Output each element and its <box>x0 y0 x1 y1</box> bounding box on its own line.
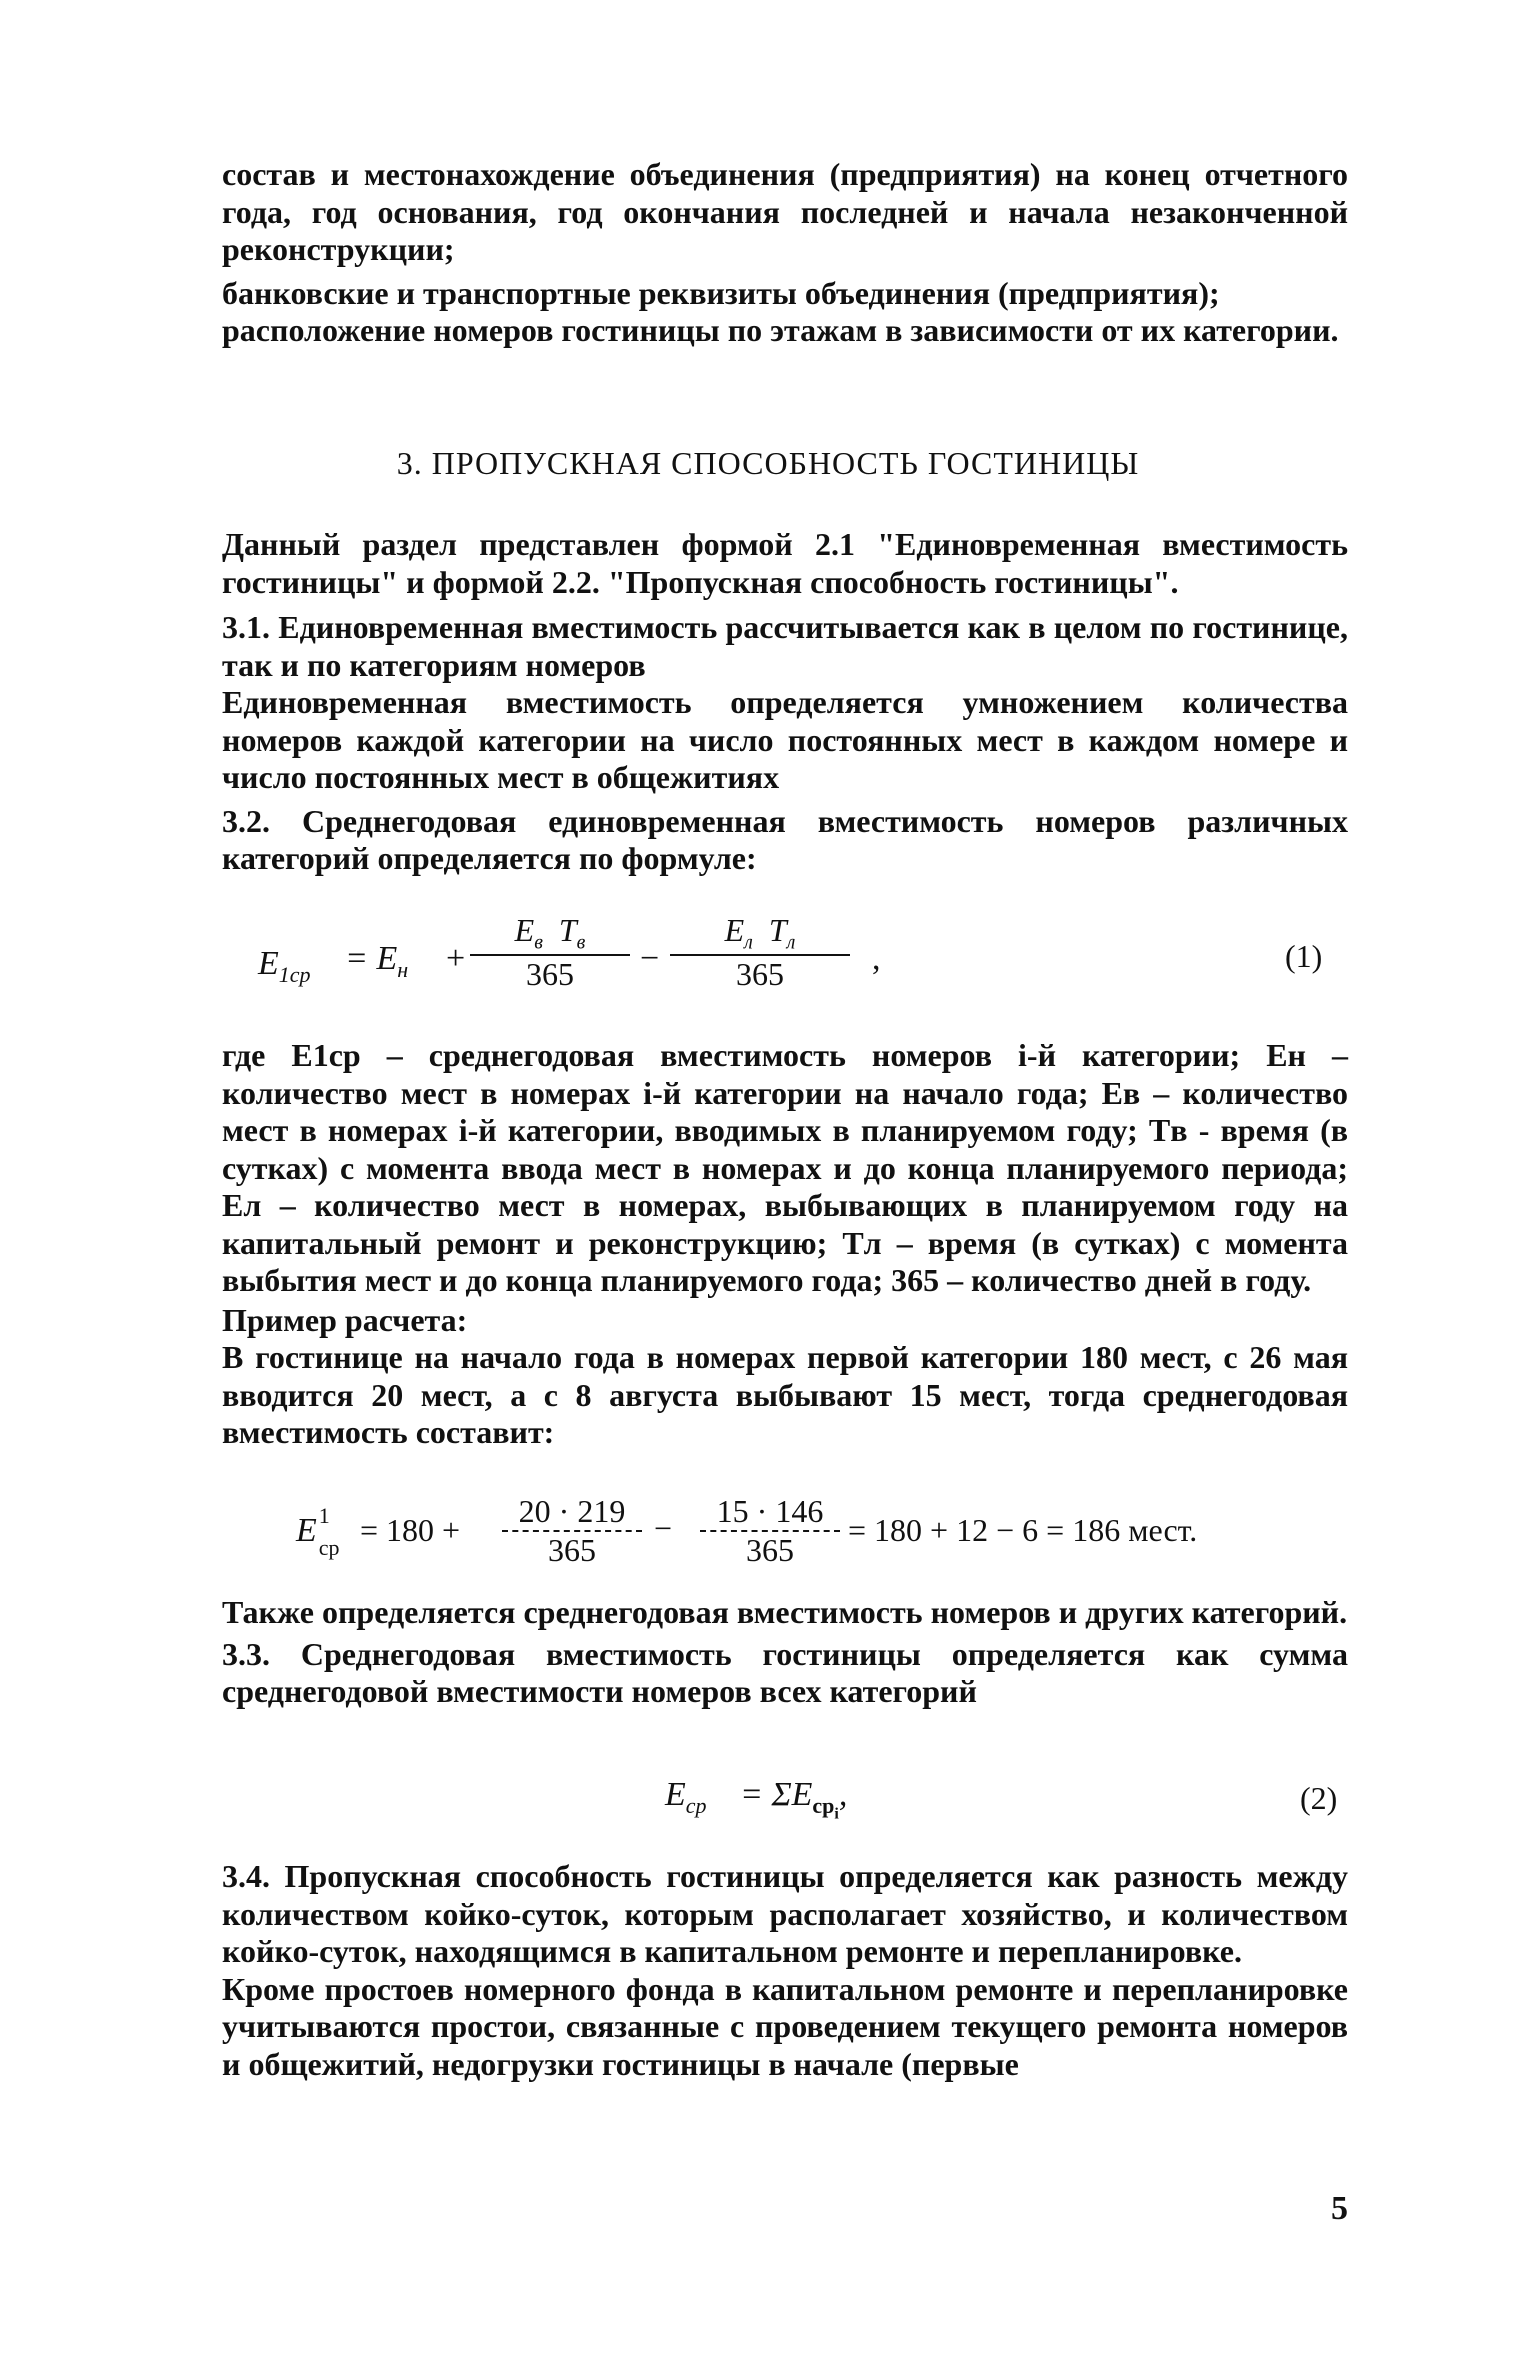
example-text: В гостинице на начало года в номерах первой категории 180 мест, с 26 мая вводится 20 мест, а с 8 августа выбывают 15 мест, тогда среднегодовая вместимость составит: <box>222 1339 1348 1450</box>
page-number: 5 <box>1331 2190 1348 2227</box>
formula-1-plus: + <box>446 940 466 977</box>
formula-1-fraction-1: $E_в$ $T_в$ 365 <box>470 912 630 993</box>
also-paragraph: Также определяется среднегодовая вместимость номеров и других категорий. <box>222 1594 1348 1630</box>
example-heading: Пример расчета: <box>222 1301 468 1338</box>
formula-example-fraction-1: $\frac{20 \cdot 219}{365}$ <box>502 1493 642 1569</box>
formula-1-lhs: $E_{1ср}$ <box>258 945 311 987</box>
paragraph-3-1b: Единовременная вместимость определяется умножением количества номеров каждой категории на число постоянных мест в каждом номере и число постоянных мест в общежитиях <box>222 684 1348 795</box>
explanation-block <box>222 1037 1348 1452</box>
formula-example-lhs: E 1 ср <box>296 1503 340 1560</box>
formula-2-lhs: $E_{ср}$ <box>665 1776 707 1818</box>
intro-block <box>222 156 1348 350</box>
equation-number-1: (1) <box>1285 938 1323 974</box>
section-body <box>222 526 1348 878</box>
paragraph-3-1a: 3.1. Единовременная вместимость рассчитывается как в целом по гостинице, так и по категориям номеров <box>222 609 1348 683</box>
formula-example-result: = 180 + 12 − 6 = 186 мест. <box>848 1512 1198 1548</box>
paragraph-3-5: Кроме простоев номерного фонда в капитальном ремонте и перепланировке учитываются простои, связанные с проведением текущего ремонта номеров и общежитий, недогрузки гостиницы в начале (первые <box>222 1970 1348 2082</box>
paragraph-3-2: 3.2. Среднегодовая единовременная вместимость номеров различных категорий определяется по формуле: <box>222 802 1348 876</box>
formula-2-rhs: = $\Sigma E_{ср_i}$, <box>740 1776 848 1823</box>
formula-1-minus: − <box>640 940 660 977</box>
tail-block <box>222 1858 1348 2083</box>
after-example-block <box>222 1594 1348 1711</box>
formula-example-fraction-2: $\frac{15 \cdot 146}{365}$ <box>700 1493 840 1569</box>
formula-example-minus: − <box>654 1510 673 1546</box>
intro-paragraph-2: банковские и транспортные реквизиты объединения (предприятия); <box>222 274 1220 311</box>
intro-paragraph-3: расположение номеров гостиницы по этажам в зависимости от их категории. <box>222 312 1339 348</box>
formula-1-comma: , <box>872 940 881 977</box>
paragraph-3-3: 3.3. Среднегодовая вместимость гостиницы определяется как сумма среднегодовой вместимости номеров всех категорий <box>222 1635 1348 1709</box>
intro-paragraph-1: состав и местонахождение объединения (предприятия) на конец отчетного года, год основания, год окончания последней и начала незаконченной реконструкции; <box>222 156 1348 267</box>
formula-1-fraction-2: $E_л$ $T_л$ 365 <box>670 912 850 993</box>
equation-number-2: (2) <box>1300 1780 1338 1816</box>
section-title: 3. ПРОПУСКНАЯ СПОСОБНОСТЬ ГОСТИНИЦЫ <box>396 445 1140 481</box>
formula-1-eh: = $E_н$ <box>345 940 409 982</box>
section-intro: Данный раздел представлен формой 2.1 "Единовременная вместимость гостиницы" и формой 2.2. "Пропускная способность гостиницы". <box>222 526 1348 600</box>
formula-example-base: = 180 + <box>360 1512 461 1548</box>
paragraph-3-4: 3.4. Пропускная способность гостиницы определяется как разность между количеством койко-суток, которым располагает хозяйство, и количеством койко-суток, находящимся в капитальном ремонте и перепланировке. <box>222 1858 1348 1969</box>
explanation-text: где E1ср – среднегодовая вместимость номеров i-й категории; Eн – количество мест в номерах i-й категории на начало года; Eв – количество мест в номерах i-й категории, вводимых в планируемом году; Tв - время (в сутках) с момента ввода мест в номерах и до конца планируемого периода; Eл – количество мест в номерах, выбывающих в планируемом году на капитальный ремонт и реконструкцию; Tл – время (в сутках) с момента выбытия мест и до конца планируемого года; 365 – количество дней в году. <box>222 1037 1348 1298</box>
